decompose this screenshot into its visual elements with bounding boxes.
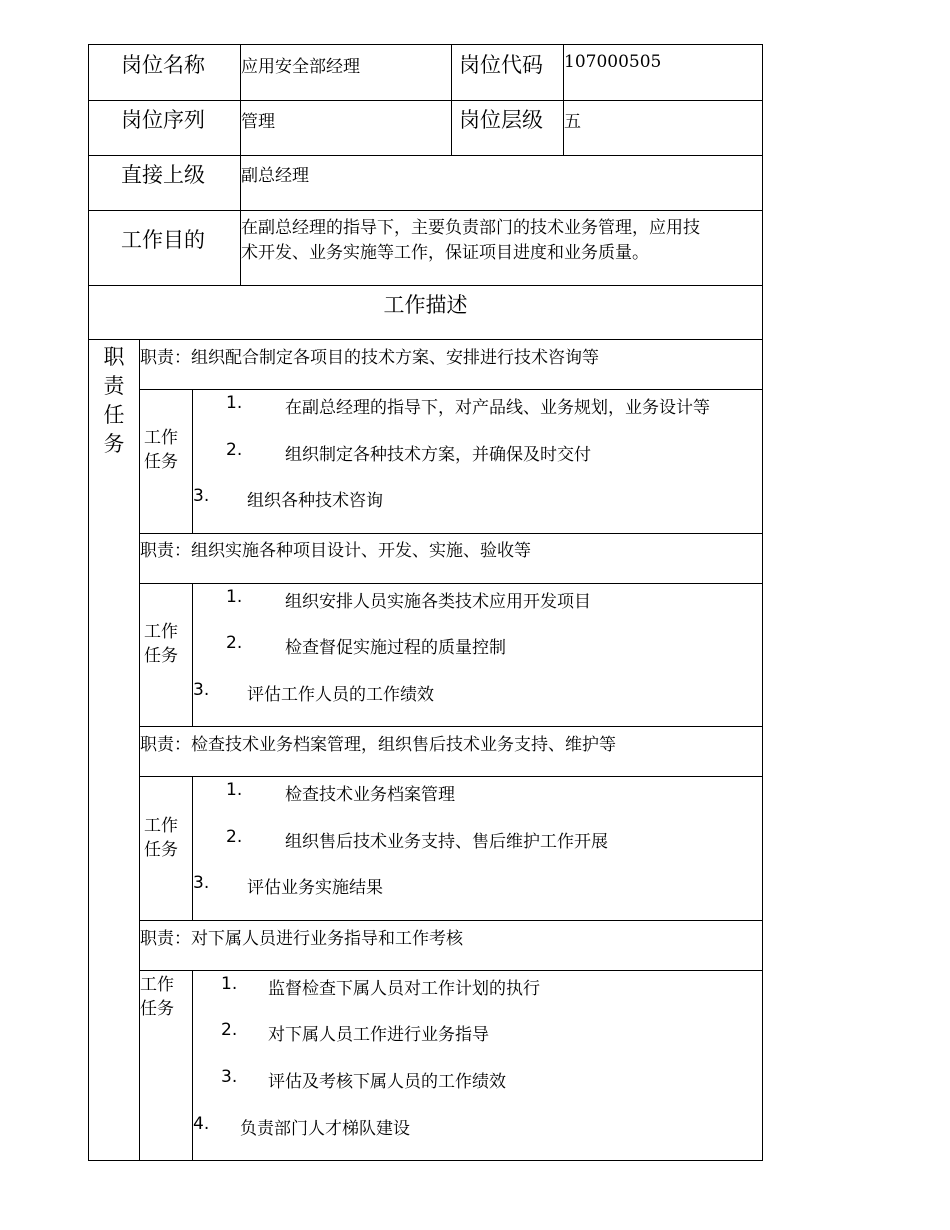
task-label (140, 973, 174, 1021)
task-label-line: 任务 (140, 999, 174, 1019)
task-text: 评估工作人员的工作绩效 (247, 685, 434, 705)
task-number: 3. (221, 1067, 238, 1087)
column-divider (192, 776, 193, 920)
task-text: 组织售后技术业务支持、售后维护工作开展 (285, 832, 608, 852)
position-code-label: 岗位代码 (459, 53, 543, 77)
task-label-line: 工作 (144, 428, 178, 448)
task-number: 3. (193, 486, 210, 506)
column-divider (192, 583, 193, 726)
supervisor-label: 直接上级 (121, 163, 205, 187)
task-text: 检查技术业务档案管理 (285, 785, 455, 805)
task-number: 4. (193, 1114, 210, 1134)
duty-title: 职责：组织实施各种项目设计、开发、实施、验收等 (140, 541, 531, 561)
row-divider (88, 100, 763, 101)
row-divider (139, 776, 763, 777)
task-number: 2. (221, 1020, 238, 1040)
table-border-left (88, 44, 89, 1161)
table-border-top (88, 44, 763, 45)
duties-label-char: 任 (103, 403, 125, 427)
row-divider (88, 285, 763, 286)
row-divider (139, 583, 763, 584)
task-text: 对下属人员工作进行业务指导 (268, 1025, 489, 1045)
purpose-text-line: 在副总经理的指导下，主要负责部门的技术业务管理，应用技 (241, 218, 700, 238)
column-divider (451, 44, 452, 155)
position-level-label: 岗位层级 (459, 108, 543, 132)
duties-label-char: 责 (103, 374, 125, 398)
task-number: 2. (226, 633, 243, 653)
task-label-line: 工作 (140, 975, 174, 995)
task-text: 评估及考核下属人员的工作绩效 (268, 1072, 506, 1092)
duties-label-char: 职 (103, 345, 125, 369)
task-text: 在副总经理的指导下，对产品线、业务规划，业务设计等 (285, 398, 710, 418)
row-divider (88, 339, 763, 340)
table-border-bottom (88, 1160, 763, 1161)
row-divider (88, 155, 763, 156)
duty-title: 职责：检查技术业务档案管理，组织售后技术业务支持、维护等 (140, 735, 616, 755)
task-text: 监督检查下属人员对工作计划的执行 (268, 979, 540, 999)
purpose-label: 工作目的 (121, 228, 205, 252)
task-label-line: 工作 (144, 622, 178, 642)
task-label (144, 814, 178, 862)
task-label-line: 工作 (144, 816, 178, 836)
task-label (144, 620, 178, 668)
duty-title: 职责：组织配合制定各项目的技术方案、安排进行技术咨询等 (140, 348, 599, 368)
task-number: 1. (226, 587, 243, 607)
task-text: 组织各种技术咨询 (247, 491, 383, 511)
task-text: 组织制定各种技术方案，并确保及时交付 (285, 445, 591, 465)
row-divider (139, 533, 763, 534)
task-number: 3. (193, 873, 210, 893)
row-divider (139, 726, 763, 727)
task-text: 组织安排人员实施各类技术应用开发项目 (285, 592, 591, 612)
position-series-label: 岗位序列 (121, 108, 205, 132)
duty-title: 职责：对下属人员进行业务指导和工作考核 (140, 929, 463, 949)
task-number: 1. (221, 974, 238, 994)
task-label-line: 任务 (144, 840, 178, 860)
task-label-line: 任务 (144, 646, 178, 666)
row-divider (88, 210, 763, 211)
task-number: 2. (226, 440, 243, 460)
work-description-title: 工作描述 (383, 293, 468, 317)
task-text: 评估业务实施结果 (247, 878, 383, 898)
task-number: 1. (226, 780, 243, 800)
task-label (144, 426, 178, 474)
position-name-label: 岗位名称 (121, 53, 205, 77)
position-name-value: 应用安全部经理 (241, 57, 360, 77)
supervisor-value: 副总经理 (241, 166, 309, 186)
task-number: 2. (226, 827, 243, 847)
duties-label-char: 务 (103, 432, 125, 456)
row-divider (139, 970, 763, 971)
table-border-right (762, 44, 763, 1161)
row-divider (139, 389, 763, 390)
position-level-value: 五 (564, 112, 581, 132)
task-text: 检查督促实施过程的质量控制 (285, 638, 506, 658)
purpose-text-line: 术开发、业务实施等工作，保证项目进度和业务质量。 (241, 243, 649, 263)
column-divider (192, 389, 193, 533)
task-text: 负责部门人才梯队建设 (240, 1119, 410, 1139)
task-number: 1. (226, 393, 243, 413)
row-divider (139, 920, 763, 921)
task-number: 3. (193, 680, 210, 700)
position-code-value: 107000505 (564, 52, 662, 72)
position-series-value: 管理 (241, 112, 275, 132)
task-label-line: 任务 (144, 452, 178, 472)
duties-label (102, 343, 126, 459)
